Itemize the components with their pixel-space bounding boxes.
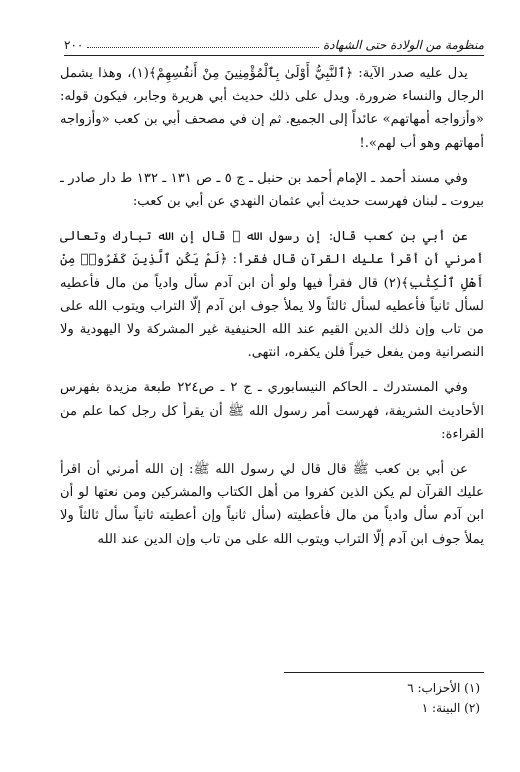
header-rule bbox=[64, 55, 484, 56]
paragraph-5: عن أبي بن كعب ﷺ قال قال لي رسول الله ﷺ: إن الله أمرني أن اقرأ عليك القرآن لم يكن الذين كفروا من أهل الكتاب والمشركين ومن نعتها لو أن ابن آدم سأل وادياً من مال فأعطيته (سأل ثانياً وإن أعطيته ثانياً سأل ثالثاً ولا يملأ جوف ابن آدم إلّا التراب ويتوب الله على من تاب وإن الدين عند الله bbox=[60, 462, 484, 547]
footnotes bbox=[200, 678, 480, 718]
body-text bbox=[60, 62, 484, 551]
footnote-rule bbox=[284, 672, 484, 673]
running-header bbox=[64, 30, 484, 52]
running-title: منظومة من الولادة حتى الشهادة bbox=[323, 38, 484, 52]
paragraph-1: يدل عليه صدر الآية: ﴿ٱلنَّبِيُّ أَوْلَىٰ بِٱلْمُؤْمِنِينَ مِنْ أَنفُسِهِمْ﴾(١)، وهذا يشمل الرجال والنساء ضرورة. ويدل على ذلك حديث أبي هريرة وجابر، فيكون قوله: «وأزواجه أمهاتهم» عائداً إلى الجميع. ثم إن في مصحف أبي بن كعب «وأزواجه أمهاتهم وهو أب لهم».! bbox=[60, 66, 484, 151]
footnote-2: (٢) البينة: ١ bbox=[421, 701, 480, 715]
paragraph-4: وفي المستدرك ـ الحاكم النيسابوري ـ ج ٢ ـ ص٢٢٤ طبعة مزيدة بفهرس الأحاديث الشريفة، فهرست أمر رسول الله ﷺ أن يقرأ كل رجل كما علم من القراءة: bbox=[60, 380, 484, 442]
page-number: ٢٠٠ bbox=[64, 38, 84, 52]
leader-dots bbox=[87, 46, 319, 48]
paragraph-2: وفي مسند أحمد ـ الإمام أحمد بن حنبل ـ ج ٥ ـ ص ١٣١ ـ ١٣٢ ط دار صادر ـ بيروت ـ لبنان فهرست حديث أبي عثمان النهدي عن أبي بن كعب: bbox=[60, 170, 484, 210]
footnote-1: (١) الأحزاب: ٦ bbox=[407, 681, 480, 695]
paragraph-3: عن أبي بن كعب قال: إن رسول الله ﷺ قال إن الله تبارك وتعالى أمرني أن أقرأ عليك القرآن قال فقرأ: ﴿لَمْ يَكُنِ ٱلَّذِينَ كَفَرُوا۟ مِنْ أَهْلِ ٱلْكِتَٰبِ﴾(٢) قال فقرأ فيها ولو أن ابن آدم سأل وادياً من مال فأعطيه لسأل ثانياً فأعطيه لسأل ثالثاً ولا يملأ جوف ابن آدم إلّا التراب ويتوب الله على من تاب وإن ذلك الدين القيم عند الله الحنيفية غير المشركة ولا اليهودية ولا النصرانية ومن يفعل خيراً فلن يكفره، انتهى. bbox=[60, 229, 485, 361]
